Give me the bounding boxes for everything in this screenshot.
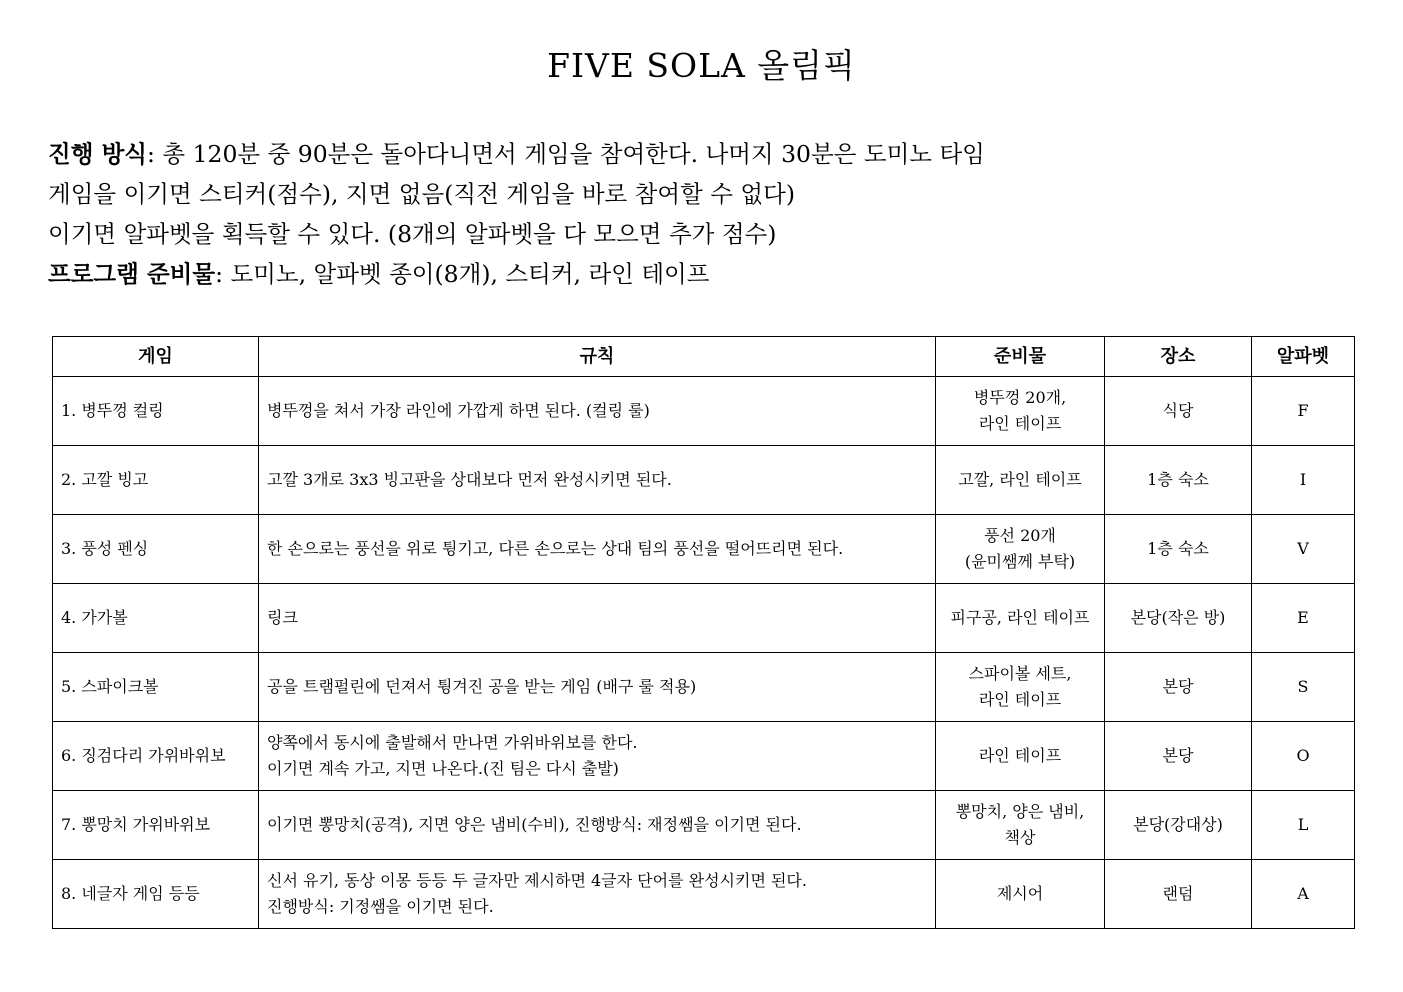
game-letter: I	[1252, 446, 1355, 515]
header-rule: 규칙	[259, 337, 936, 377]
prep-line: 풍선 20개	[984, 526, 1056, 545]
header-place: 장소	[1105, 337, 1252, 377]
game-rule	[259, 860, 936, 929]
game-place: 랜덤	[1105, 860, 1252, 929]
table-row	[53, 722, 1355, 791]
header-prep: 준비물	[936, 337, 1105, 377]
rule-line: 고깔 3개로 3x3 빙고판을 상대보다 먼저 완성시키면 된다.	[267, 470, 672, 489]
rule-line: 공을 트램펄린에 던져서 튕겨진 공을 받는 게임 (배구 룰 적용)	[267, 677, 697, 696]
program-supplies-separator: :	[215, 260, 224, 288]
game-prep	[936, 584, 1105, 653]
prep-line: 라인 테이프	[978, 414, 1062, 433]
game-letter: E	[1252, 584, 1355, 653]
game-name: 8. 네글자 게임 등등	[53, 860, 259, 929]
game-place: 본당	[1105, 653, 1252, 722]
game-place: 본당(작은 방)	[1105, 584, 1252, 653]
game-prep	[936, 446, 1105, 515]
prep-line: 제시어	[996, 884, 1044, 903]
prep-line: 책상	[1004, 828, 1036, 847]
table-row	[53, 446, 1355, 515]
prep-line: (윤미쌤께 부탁)	[964, 552, 1076, 571]
rule-line: 한 손으로는 풍선을 위로 튕기고, 다른 손으로는 상대 팀의 풍선을 떨어뜨리면 된다.	[267, 539, 844, 558]
page-title: FIVE SOLA 올림픽	[547, 46, 856, 85]
rule-line: 링크	[267, 608, 298, 627]
game-name: 5. 스파이크볼	[53, 653, 259, 722]
intro-section	[48, 134, 1368, 294]
progress-method-separator: :	[147, 140, 155, 168]
table-row	[53, 860, 1355, 929]
table-row	[53, 791, 1355, 860]
game-letter: O	[1252, 722, 1355, 791]
prep-line: 스파이볼 세트,	[968, 664, 1072, 683]
prep-line: 고깔, 라인 테이프	[958, 470, 1082, 489]
header-alphabet: 알파벳	[1252, 337, 1355, 377]
rule-line: 신서 유기, 동상 이몽 등등 두 글자만 제시하면 4글자 단어를 완성시키면 된다.	[267, 871, 807, 890]
game-letter: F	[1252, 377, 1355, 446]
game-prep	[936, 860, 1105, 929]
game-rule	[259, 722, 936, 791]
header-game: 게임	[53, 337, 259, 377]
progress-method-label: 진행 방식	[48, 140, 147, 168]
game-name: 3. 풍성 펜싱	[53, 515, 259, 584]
program-supplies-text: 도미노, 알파벳 종이(8개), 스티커, 라인 테이프	[223, 260, 710, 288]
prep-line: 병뚜껑 20개,	[973, 388, 1067, 407]
game-name: 1. 병뚜껑 컬링	[53, 377, 259, 446]
game-name: 7. 뽕망치 가위바위보	[53, 791, 259, 860]
game-rule	[259, 377, 936, 446]
game-letter: S	[1252, 653, 1355, 722]
game-letter: A	[1252, 860, 1355, 929]
prep-line: 라인 테이프	[978, 746, 1062, 765]
game-rule	[259, 584, 936, 653]
rule-line: 이기면 뽕망치(공격), 지면 양은 냄비(수비), 진행방식: 재정쌤을 이기면 된다.	[267, 815, 802, 834]
rule-line: 양쪽에서 동시에 출발해서 만나면 가위바위보를 한다.	[267, 733, 638, 752]
program-supplies-label: 프로그램 준비물	[48, 260, 216, 288]
table-row	[53, 377, 1355, 446]
game-rule	[259, 653, 936, 722]
game-prep	[936, 653, 1105, 722]
game-letter: V	[1252, 515, 1355, 584]
rule-line: 병뚜껑을 쳐서 가장 라인에 가깝게 하면 된다. (컬링 룰)	[267, 401, 650, 420]
game-name: 6. 징검다리 가위바위보	[53, 722, 259, 791]
game-place: 본당	[1105, 722, 1252, 791]
game-rule	[259, 515, 936, 584]
table-row	[53, 653, 1355, 722]
game-place: 1층 숙소	[1105, 446, 1252, 515]
table-row	[53, 515, 1355, 584]
game-prep	[936, 515, 1105, 584]
intro-progress-method	[48, 134, 1368, 174]
game-prep	[936, 722, 1105, 791]
prep-line: 뽕망치, 양은 냄비,	[955, 802, 1085, 821]
rule-line: 이기면 계속 가고, 지면 나온다.(진 팀은 다시 출발)	[267, 759, 619, 778]
intro-program-supplies	[48, 254, 1368, 294]
table-row	[53, 584, 1355, 653]
rule-line: 진행방식: 기정쌤을 이기면 된다.	[267, 897, 494, 916]
prep-line: 피구공, 라인 테이프	[950, 608, 1090, 627]
game-name: 2. 고깔 빙고	[53, 446, 259, 515]
game-place: 본당(강대상)	[1105, 791, 1252, 860]
progress-method-text: 총 120분 중 90분은 돌아다니면서 게임을 참여한다. 나머지 30분은 도미노 타임	[154, 140, 985, 168]
game-rule	[259, 791, 936, 860]
game-prep	[936, 791, 1105, 860]
game-prep	[936, 377, 1105, 446]
prep-line: 라인 테이프	[978, 690, 1062, 709]
games-table	[52, 336, 1355, 929]
intro-win-rule: 게임을 이기면 스티커(점수), 지면 없음(직전 게임을 바로 참여할 수 없다)	[48, 180, 795, 208]
table-header-row	[53, 337, 1355, 377]
intro-alphabet-rule: 이기면 알파벳을 획득할 수 있다. (8개의 알파벳을 다 모으면 추가 점수)	[48, 220, 777, 248]
game-place: 1층 숙소	[1105, 515, 1252, 584]
game-rule	[259, 446, 936, 515]
game-letter: L	[1252, 791, 1355, 860]
game-place: 식당	[1105, 377, 1252, 446]
game-name: 4. 가가볼	[53, 584, 259, 653]
